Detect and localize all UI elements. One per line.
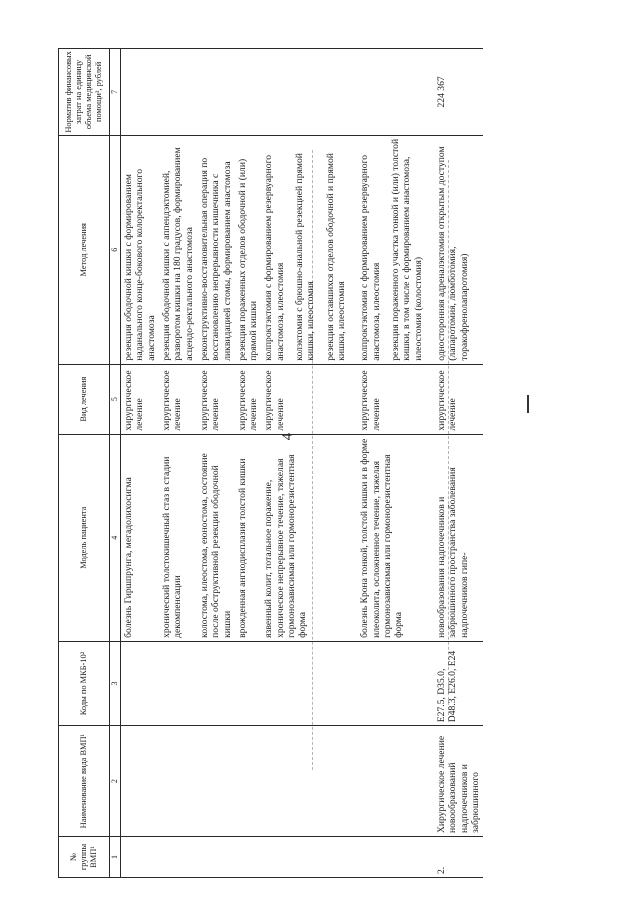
cost-cell [235, 49, 262, 136]
group-number-cell [357, 837, 434, 878]
icd-codes-cell [261, 641, 357, 725]
treatment-method-line: резекция пораженного участка тонкой и (или) толстой кишки, в том числе с формированием анастомоза, илеостомия (колостомия) [389, 138, 424, 361]
header-patient-model: Модель пациента [59, 434, 110, 641]
group-number-cell: 2. [434, 837, 483, 878]
icd-codes-cell [197, 641, 235, 725]
cost-cell [121, 49, 159, 136]
column-number: 7 [110, 49, 121, 136]
group-number-cell [261, 837, 357, 878]
column-number: 5 [110, 364, 121, 434]
group-number-cell [235, 837, 262, 878]
vmp-name-cell [159, 726, 197, 837]
table-row [261, 49, 357, 878]
treatment-method-cell: реконструктивно-восстановительная операция по восстановлению непрерывности кишечника с ликвидацией стомы, формированием анастомоза [197, 135, 235, 364]
treatment-type-cell: хирургическое лечение [261, 364, 357, 434]
cost-cell [357, 49, 434, 136]
header-group-number: № группы ВМП¹ [59, 837, 110, 878]
vmp-name-cell [197, 726, 235, 837]
table-row [197, 49, 235, 878]
treatment-method-line: резекция оставшихся отделов ободочной и прямой кишки, илеостомия [324, 153, 347, 361]
icd-codes-cell [235, 641, 262, 725]
icd-codes-cell [357, 641, 434, 725]
table-row [159, 49, 197, 878]
treatment-method-cell: резекция ободочной кишки с аппендэктомией, разворотом кишки на 180 градусов, формированием асцендо-ректального анастомоза [159, 135, 197, 364]
treatment-method-line: колпроктэктомия с формированием резервуарного анастомоза, илеостомия [359, 154, 382, 361]
treatment-type-cell: хирургическое лечение [159, 364, 197, 434]
vmp-name-cell: Хирургическое лечение новообразований надпочечников и забрюшинного [434, 726, 483, 837]
icd-codes-cell: E27.5, D35.0, D48.3, E26.0, E24 [434, 641, 483, 725]
patient-model-cell: колостома, илеостома, еюностома, состояние после обструктивной резекции ободочной кишки [197, 434, 235, 641]
treatment-type-cell: хирургическое лечение [197, 364, 235, 434]
column-number-row [110, 49, 121, 878]
column-number: 2 [110, 726, 121, 837]
column-number: 4 [110, 434, 121, 641]
treatment-method-line: колэктомия с брюшно-анальной резекцией прямой кишки, илеостомия [294, 153, 317, 361]
treatment-method-cell [357, 135, 434, 364]
cost-cell: 224 367 [434, 49, 483, 136]
rotated-page [58, 28, 638, 878]
table-row-group-2 [434, 49, 483, 878]
cost-cell [261, 49, 357, 136]
group-number-cell [121, 837, 159, 878]
header-cost-standard: Норматив финансовых затрат на единицу объема медицинской помощи³, рублей [59, 49, 110, 136]
group-number-cell [197, 837, 235, 878]
patient-model-cell: хронический толстокишечный стаз в стадии декомпенсации [159, 434, 197, 641]
treatment-type-cell: хирургическое лечение [357, 364, 434, 434]
header-vmp-name: Наименование вида ВМП¹ [59, 726, 110, 837]
patient-model-cell: болезнь Крона тонкой, толстой кишки и в форме илеоколита, осложненное течение, тяжелая гормонозависимая или гормонорезистентная форма [357, 434, 434, 641]
vmp-name-cell [121, 726, 159, 837]
treatment-method-cell: резекция пораженных отделов ободочной и (или) прямой кишки [235, 135, 262, 364]
icd-codes-cell [121, 641, 159, 725]
cost-cell [197, 49, 235, 136]
patient-model-cell: новообразования надпочечников и забрюшинного пространства заболевания надпочечников гипе- [434, 434, 483, 641]
group-number-cell [159, 837, 197, 878]
treatment-method-cell: резекция ободочной кишки с формированием наданального конце-бокового колоректального анастомоза [121, 135, 159, 364]
treatment-type-cell: хирургическое лечение [235, 364, 262, 434]
table-row [235, 49, 262, 878]
treatment-type-cell: хирургическое лечение [121, 364, 159, 434]
column-number: 3 [110, 641, 121, 725]
page-number: 4 [279, 432, 296, 441]
treatment-method-cell [261, 135, 357, 364]
treatment-method-line: колпроктэктомия с формированием резервуарного анастомоза, илеостомия [263, 154, 286, 361]
vmp-name-cell [261, 726, 357, 837]
table-header-row [59, 49, 110, 878]
column-number: 1 [110, 837, 121, 878]
vmp-name-cell [357, 726, 434, 837]
header-treatment-method: Метод лечения [59, 135, 110, 364]
treatment-type-cell: хирургическое лечение [434, 364, 483, 434]
patient-model-cell: болезнь Гиршпрунга, мегадолихосигма [121, 434, 159, 641]
column-number: 6 [110, 135, 121, 364]
icd-codes-cell [159, 641, 197, 725]
table-row [121, 49, 159, 878]
patient-model-cell: язвенный колит, тотальное поражение, хроническое непрерывное течение, тяжелая гормонозависимая или гормонорезистентная форма [261, 434, 357, 641]
header-treatment-type: Вид лечения [59, 364, 110, 434]
patient-model-cell: врожденная ангиодисплазия толстой кишки [235, 434, 262, 641]
vmp-name-cell [235, 726, 262, 837]
medical-care-table [58, 48, 483, 878]
table-row [357, 49, 434, 878]
treatment-method-cell: односторонняя адреналэктомия открытым доступом (лапаротомия, люмботомия, торакофренолапаротомия) [434, 135, 483, 364]
header-icd-codes: Коды по МКБ-10² [59, 641, 110, 725]
cost-cell [159, 49, 197, 136]
